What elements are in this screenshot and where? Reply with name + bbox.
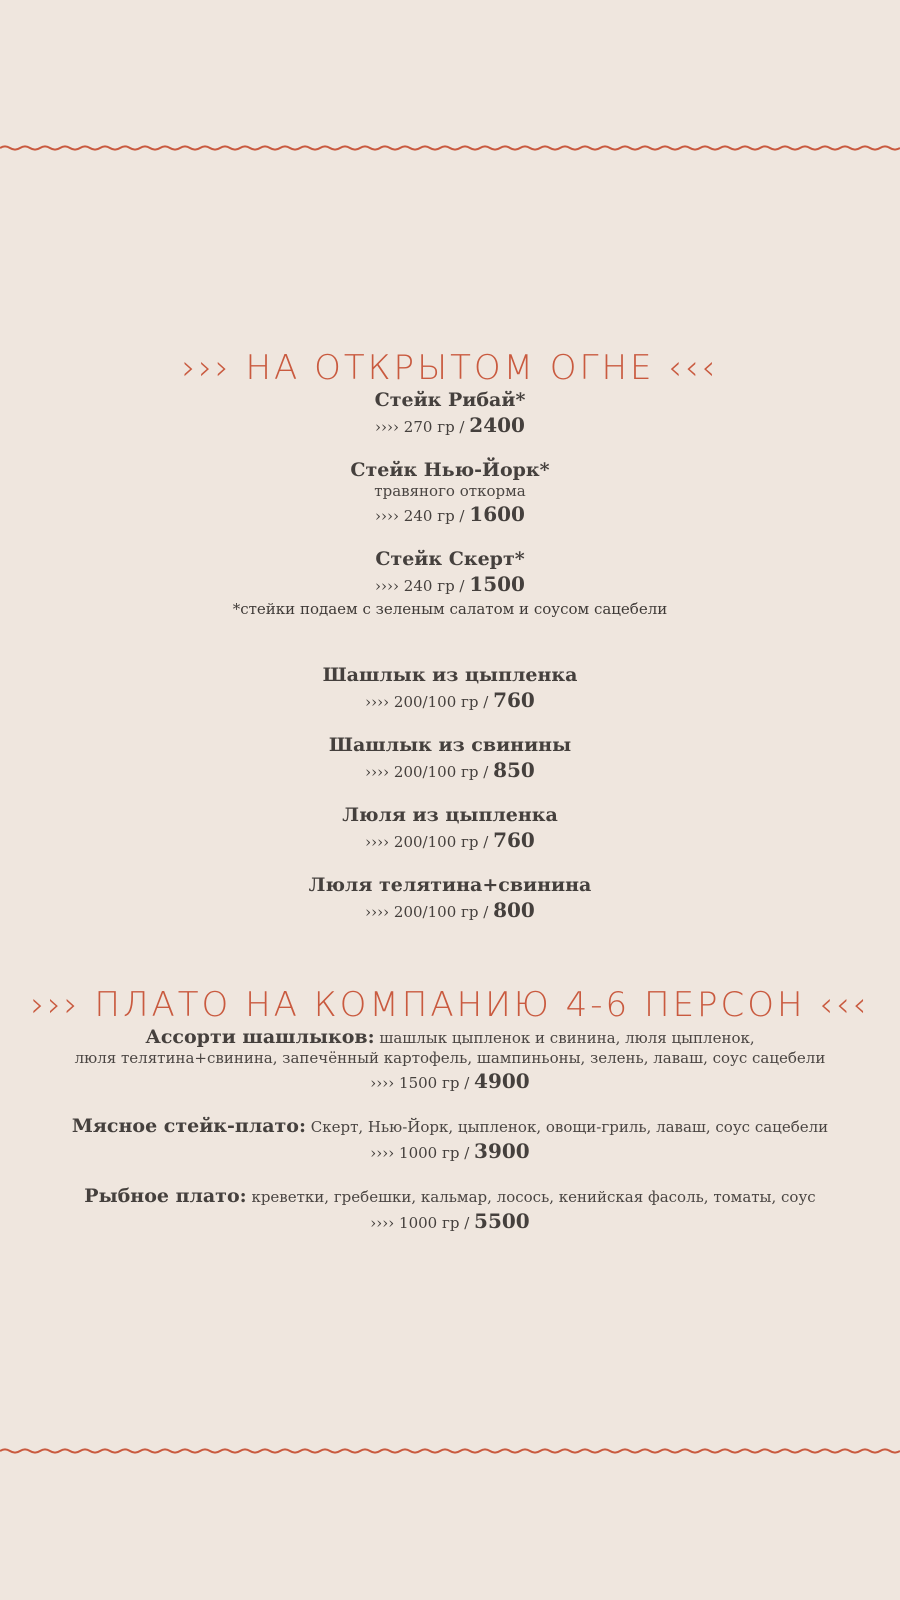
item-weight: ›››› 1000 гр / [370,1144,470,1162]
item-name: Стейк Рибай* [374,389,526,411]
item-weight: ›››› 200/100 гр / [365,903,489,921]
menu-item-veal-pork-lula [0,873,900,925]
wave-divider-top [0,141,900,155]
item-weight: ›››› 270 гр / [375,418,465,436]
menu-item-chicken-lula [0,803,900,855]
item-weight: ›››› 200/100 гр / [365,693,489,711]
item-desc: Скерт, Нью-Йорк, цыпленок, овощи-гриль, лаваш, соус сацебели [310,1118,829,1136]
menu-item-skirt [0,547,900,599]
price-line [0,571,900,599]
item-weight: ›››› 1000 гр / [370,1214,470,1232]
wave-divider-bottom [0,1444,900,1458]
item-weight: ›››› 240 гр / [375,507,465,525]
item-price: 1600 [469,502,525,526]
platter-fish [0,1184,900,1236]
item-name: Стейк Нью-Йорк* [350,459,550,481]
item-name: Стейк Скерт* [375,548,525,570]
price-line [0,687,900,715]
price-line [0,897,900,925]
price-line [0,757,900,785]
item-name: Мясное стейк-плато: [71,1115,306,1137]
menu-item-ribeye [0,388,900,440]
menu-item-pork-shashlik [0,733,900,785]
item-price: 1500 [469,572,525,596]
price-line [0,412,900,440]
wave-line [0,146,900,149]
item-name: Ассорти шашлыков: [145,1026,375,1048]
item-desc: шашлык цыпленок и свинина, люля цыпленок, [379,1029,755,1047]
item-desc: креветки, гребешки, кальмар, лосось, кенийская фасоль, томаты, соус [251,1188,816,1206]
section-title-platters: ››› ПЛАТО НА КОМПАНИЮ 4-6 ПЕРСОН ‹‹‹ [30,985,870,1025]
item-weight: ›››› 200/100 гр / [365,833,489,851]
item-weight: ›››› 1500 гр / [370,1074,470,1092]
price-line [0,501,900,529]
item-desc: люля телятина+свинина, запечённый картофель, шампиньоны, зелень, лаваш, соус сацебели [74,1049,826,1067]
item-price: 850 [493,758,535,782]
item-price: 2400 [469,413,525,437]
item-price: 5500 [474,1209,530,1233]
section-title-open-fire: ››› НА ОТКРЫТОМ ОГНЕ ‹‹‹ [181,348,719,388]
platter-meat-steak [0,1114,900,1166]
price-line [0,1068,900,1096]
item-price: 760 [493,688,535,712]
price-line [0,827,900,855]
item-price: 4900 [474,1069,530,1093]
item-name: Шашлык из свинины [328,734,572,756]
item-weight: ›››› 200/100 гр / [365,763,489,781]
price-line [0,1138,900,1166]
steak-note: *стейки подаем с зеленым салатом и соусом сацебели [232,600,668,618]
item-name: Рыбное плато: [84,1185,247,1207]
item-name: Шашлык из цыпленка [322,664,578,686]
item-name: Люля из цыпленка [342,804,558,826]
platter-shashlik-assorti [0,1025,900,1096]
price-line [0,1208,900,1236]
wave-line [0,1449,900,1452]
section-platters [0,985,900,1236]
item-price: 800 [493,898,535,922]
menu-item-chicken-shashlik [0,663,900,715]
item-price: 760 [493,828,535,852]
item-price: 3900 [474,1139,530,1163]
item-desc: травяного откорма [374,482,526,500]
item-name: Люля телятина+свинина [308,874,592,896]
section-open-fire [0,348,900,925]
item-weight: ›››› 240 гр / [375,577,465,595]
menu-item-newyork [0,458,900,529]
